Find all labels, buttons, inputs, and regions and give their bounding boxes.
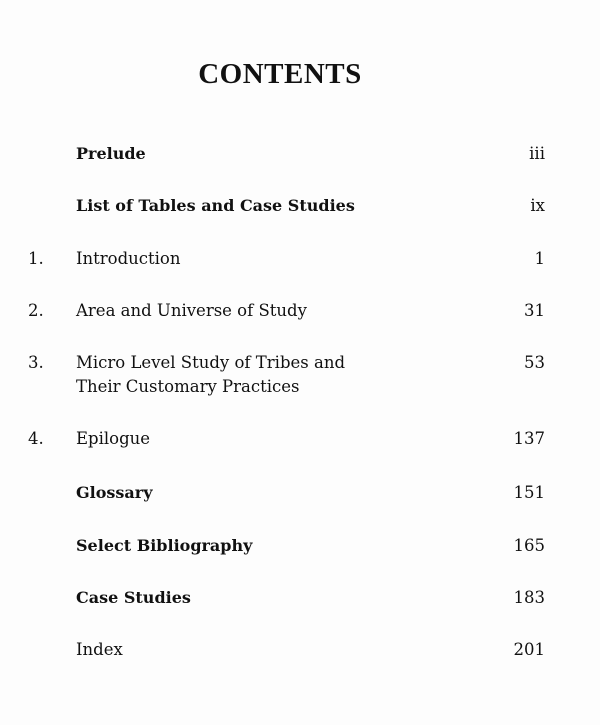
toc-entry-page: 151 [513, 483, 545, 502]
toc-entry-label: Epilogue [76, 429, 151, 448]
toc-entry-page: 1 [534, 249, 545, 268]
toc-entry-label: Select Bibliography [76, 536, 253, 555]
toc-entry-number: 4. [28, 429, 44, 448]
toc-entry-label: Introduction [76, 249, 181, 268]
toc-entry-page: 201 [513, 640, 545, 659]
toc-entry-page: 53 [524, 353, 545, 372]
toc-entry-page: ix [530, 196, 545, 215]
toc-entry-page: 137 [513, 429, 545, 448]
toc-entry-label: Prelude [76, 144, 146, 163]
page-title: CONTENTS [198, 58, 362, 90]
toc-entry-number: 3. [28, 353, 44, 372]
toc-entry-label: List of Tables and Case Studies [76, 196, 355, 215]
toc-entry-label: Micro Level Study of Tribes and [76, 353, 346, 372]
toc-entry-label: Index [76, 640, 123, 659]
toc-entry-page: 183 [513, 588, 545, 607]
toc-entry-label: Case Studies [76, 588, 191, 607]
toc-entry-number: 2. [28, 301, 44, 320]
toc-entry-label-line2: Their Customary Practices [76, 377, 300, 396]
toc-entry-page: iii [529, 144, 545, 163]
toc-entry-label: Glossary [76, 483, 153, 502]
toc-entry-page: 31 [524, 301, 545, 320]
toc-entry-label: Area and Universe of Study [76, 301, 307, 320]
toc-entry-page: 165 [513, 536, 545, 555]
toc-entry-number: 1. [28, 249, 44, 268]
